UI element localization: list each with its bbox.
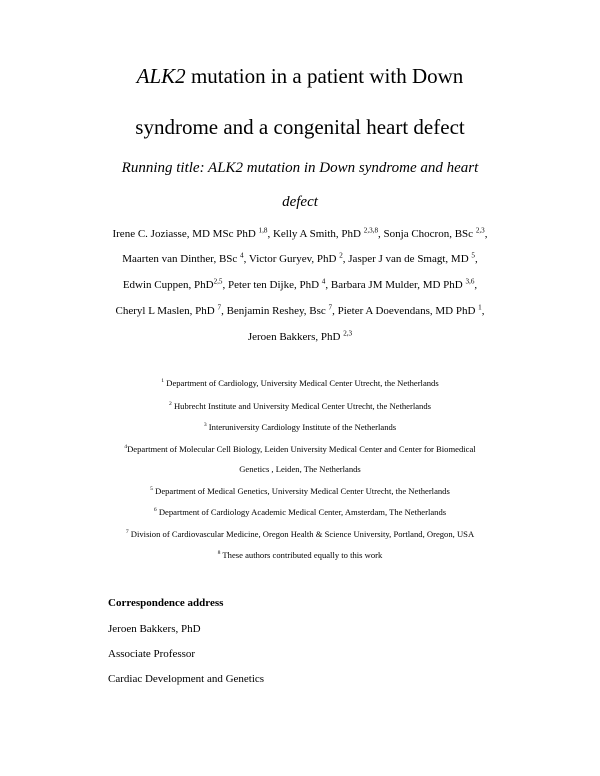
author-name: Sonja Chocron, BSc <box>383 228 474 240</box>
author-affiliation: 2,3 <box>475 226 485 235</box>
affiliation-6 <box>0 507 600 517</box>
affiliation-7 <box>0 529 600 539</box>
affiliation-text: Department of Cardiology, University Medical Center Utrecht, the Netherlands <box>164 378 439 388</box>
author-name: Victor Guryev, PhD <box>248 253 337 265</box>
affiliation-number: 8 <box>217 550 221 557</box>
author-affiliation: 7 <box>217 303 222 312</box>
affiliation-number: 1 <box>161 378 165 385</box>
gene-name: ALK2 <box>136 64 186 88</box>
correspondence-name: Jeroen Bakkers, PhD <box>108 623 201 635</box>
running-title-line-2: defect <box>282 194 318 210</box>
author-affiliation: 1,8 <box>258 226 268 235</box>
affiliation-text: Department of Cardiology Academic Medical Center, Amsterdam, The Netherlands <box>156 507 447 517</box>
author-name: Cheryl L Maslen, PhD <box>115 305 215 317</box>
author-affiliation: 4 <box>321 277 326 286</box>
affiliation-text: Interuniversity Cardiology Institute of the Netherlands <box>206 422 397 432</box>
affiliation-text: These authors contributed equally to this work <box>220 550 383 560</box>
affiliation-number: 7 <box>125 529 129 536</box>
correspondence-position: Associate Professor <box>108 648 196 660</box>
affiliation-text: Department of Medical Genetics, University Medical Center Utrecht, the Netherlands <box>152 486 450 496</box>
author-affiliation: 3,6 <box>465 277 475 286</box>
author-line-2: Maarten van Dinther, BSc $^4$, Victor Guryev, PhD $^2$, Jasper J van de Smagt, MD $^5$, <box>122 251 478 265</box>
paper-title-line-1 <box>0 64 600 89</box>
affiliation-number: 4 <box>124 444 128 451</box>
affiliation-number: 5 <box>150 486 153 493</box>
affiliation-text: Hubrecht Institute and University Medical Center Utrecht, the Netherlands <box>171 401 431 411</box>
author-line-1: Irene C. Joziasse, MD MSc PhD $^{1,8}$, Kelly A Smith, PhD $^{2,3,8}$, Sonja Chocron, BSc $^{2,3}$, <box>112 226 488 240</box>
affiliation-1 <box>0 378 600 388</box>
affiliation-number: 6 <box>153 507 157 514</box>
running-title-line-1: Running title: ALK2 mutation in Down syndrome and heart <box>121 160 479 176</box>
author-name: Maarten van Dinther, BSc <box>122 253 238 265</box>
author-name: Jeroen Bakkers, PhD <box>247 331 341 343</box>
author-line-3: Edwin Cuppen, PhD$^{2,5}$, Peter ten Dijke, PhD $^4$, Barbara JM Mulder, MD PhD $^{3,6}$, <box>122 277 478 291</box>
author-name: Benjamin Reshey, Bsc <box>226 305 326 317</box>
author-affiliation: 2,3,8 <box>363 226 379 235</box>
affiliation-number: 2 <box>169 401 172 408</box>
correspondence-department: Cardiac Development and Genetics <box>108 673 265 685</box>
author-name: Jasper J van de Smagt, MD <box>348 253 469 265</box>
author-affiliation: 2,3 <box>343 329 353 338</box>
affiliation-number: 3 <box>203 422 207 429</box>
paper-title-line-2: syndrome and a congenital heart defect <box>135 115 465 139</box>
affiliation-4-continued <box>0 464 600 474</box>
author-name: Peter ten Dijke, PhD <box>228 279 320 291</box>
title-line-1-text: mutation in a patient with Down <box>185 64 464 88</box>
affiliation-2 <box>0 401 600 411</box>
author-line-5 <box>0 331 600 343</box>
affiliation-3 <box>0 422 600 432</box>
author-affiliation: 2 <box>339 251 343 260</box>
correspondence-heading: Correspondence address <box>108 597 224 609</box>
author-name: Kelly A Smith, PhD <box>272 228 361 240</box>
author-affiliation: 5 <box>471 251 475 260</box>
author-affiliation: 1 <box>478 303 482 312</box>
author-affiliation: 2,5 <box>213 277 223 286</box>
author-name: Barbara JM Mulder, MD PhD <box>330 279 463 291</box>
affiliation-text: Genetics , Leiden, The Netherlands <box>239 464 361 474</box>
author-affiliation: 4 <box>240 251 244 260</box>
author-name: Pieter A Doevendans, MD PhD <box>337 305 476 317</box>
affiliation-8 <box>0 550 600 560</box>
affiliation-5 <box>0 486 600 496</box>
affiliation-text: Department of Molecular Cell Biology, Leiden University Medical Center and Center for Biomedical <box>127 444 476 454</box>
author-name: Edwin Cuppen, PhD <box>122 279 214 291</box>
author-name: Irene C. Joziasse, MD MSc PhD <box>112 228 256 240</box>
affiliation-text: Division of Cardiovascular Medicine, Oregon Health & Science University, Portland, Oregon, USA <box>128 529 475 539</box>
affiliation-4 <box>0 444 600 454</box>
author-line-4: Cheryl L Maslen, PhD $^7$, Benjamin Reshey, Bsc $^7$, Pieter A Doevendans, MD PhD $^1$, <box>115 303 485 317</box>
author-affiliation: 7 <box>328 303 333 312</box>
